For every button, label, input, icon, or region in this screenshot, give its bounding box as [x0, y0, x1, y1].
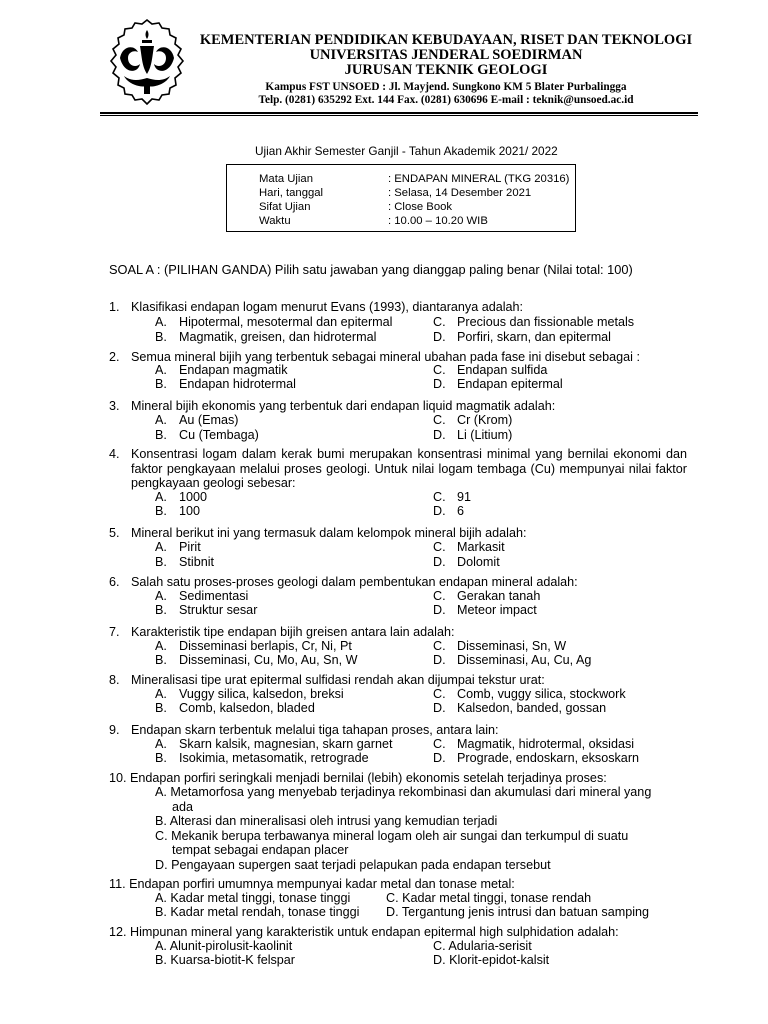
option-text: Stibnit — [179, 555, 215, 569]
option-text: Li (Litium) — [457, 428, 513, 442]
option-b — [155, 905, 359, 920]
question-number: 7. — [109, 625, 120, 639]
question-number: 9. — [109, 723, 120, 737]
header-divider-thin — [100, 115, 698, 116]
question-number: 12. — [109, 925, 127, 939]
option-text: Cu (Tembaga) — [179, 428, 259, 442]
option-text: Kuarsa-biotit-K felspar — [170, 953, 295, 967]
option-letter: B. — [155, 653, 167, 667]
question-text — [109, 877, 689, 892]
question-number: 3. — [109, 399, 120, 413]
option-text: Endapan epitermal — [457, 377, 563, 391]
question-number: 6. — [109, 575, 120, 589]
question-number: 4. — [109, 447, 120, 461]
university-logo — [104, 18, 190, 106]
option-letter: D. — [433, 504, 446, 518]
option-text: Tergantung jenis intrusi dan batuan samping — [401, 905, 650, 919]
option-letter: A. — [155, 315, 167, 329]
university-name: UNIVERSITAS JENDERAL SOEDIRMAN — [309, 47, 583, 63]
option-text: Au (Emas) — [179, 413, 239, 427]
info-label: Waktu — [259, 215, 291, 227]
option-text: 91 — [457, 490, 472, 504]
option-letter: D. — [433, 653, 446, 667]
info-label: Sifat Ujian — [259, 201, 311, 213]
question-text: Konsentrasi logam dalam kerak bumi merupakan konsentrasi minimal yang bernilai ekonomi dan faktor pengkayaan melalui proses geologi. Untuk nilai logam tembaga (Cu) mempunyai nilai faktor pengkayaan geologi sebesar: — [131, 447, 687, 490]
option-letter: B. — [155, 555, 167, 569]
option-letter: D. — [386, 905, 399, 919]
option-letter: A. — [155, 939, 167, 953]
section-instructions: SOAL A : (PILIHAN GANDA) Pilih satu jawaban yang dianggap paling benar (Nilai total: 100) — [109, 262, 633, 277]
question-5 — [109, 526, 689, 541]
question-3 — [109, 399, 689, 414]
option-a — [155, 785, 667, 814]
option-letter: C. — [433, 315, 446, 329]
option-letter: D. — [433, 555, 446, 569]
option-letter: C. — [433, 939, 446, 953]
info-row-subject — [259, 172, 570, 186]
option-text: Kadar metal tinggi, tonase tinggi — [170, 891, 351, 905]
option-text: Disseminasi, Au, Cu, Ag — [457, 653, 592, 667]
option-text: Comb, kalsedon, bladed — [179, 701, 315, 715]
option-text: Dolomit — [457, 555, 500, 569]
ministry-name: KEMENTERIAN PENDIDIKAN KEBUDAYAAN, RISET DAN TEKNOLOGI — [199, 32, 693, 48]
question-text: Karakteristik tipe endapan bijih greisen antara lain adalah: — [131, 625, 455, 639]
department-name: JURUSAN TEKNIK GEOLOGI — [344, 62, 548, 78]
question-text: Mineral bijih ekonomis yang terbentuk dari endapan liquid magmatik adalah: — [131, 399, 556, 413]
option-c — [386, 891, 591, 906]
option-text: 6 — [457, 504, 465, 518]
option-letter: A. — [155, 589, 167, 603]
option-text: Disseminasi, Sn, W — [457, 639, 567, 653]
question-number: 1. — [109, 300, 120, 314]
option-letter: D. — [433, 428, 446, 442]
option-text: 100 — [179, 504, 201, 518]
option-letter: D. — [433, 603, 446, 617]
exam-info-box — [226, 164, 576, 232]
question-1 — [109, 300, 689, 315]
option-letter: C. — [433, 413, 446, 427]
option-b — [155, 814, 667, 829]
option-letter: A. — [155, 639, 167, 653]
option-text: Pengayaan supergen saat terjadi pelapukan pada endapan tersebut — [171, 857, 551, 872]
option-text: Struktur sesar — [179, 603, 258, 617]
option-letter: B. — [155, 814, 167, 828]
campus-address: Kampus FST UNSOED : Jl. Mayjend. Sungkono KM 5 Blater Purbalingga — [265, 81, 627, 93]
option-letter: C. — [433, 363, 446, 377]
option-d — [155, 858, 667, 873]
option-text: Cr (Krom) — [457, 413, 513, 427]
option-letter: D. — [433, 377, 446, 391]
option-letter: A. — [155, 785, 167, 799]
question-7 — [109, 625, 689, 640]
option-letter: B. — [155, 603, 167, 617]
option-text: Disseminasi berlapis, Cr, Ni, Pt — [179, 639, 352, 653]
question-12 — [109, 925, 689, 940]
question-text — [109, 771, 689, 786]
question-text — [109, 925, 689, 940]
option-d — [386, 905, 649, 920]
option-text: Mekanik berupa terbawanya mineral logam oleh air sungai dan terkumpul di suatu tempat sebagai endapan placer — [171, 828, 629, 857]
question-11 — [109, 877, 689, 892]
option-text: Kalsedon, banded, gossan — [457, 701, 607, 715]
info-label: Mata Ujian — [259, 173, 313, 185]
option-text: Vuggy silica, kalsedon, breksi — [179, 687, 344, 701]
option-text: Prograde, endoskarn, eksoskarn — [457, 751, 640, 765]
option-letter: B. — [155, 377, 167, 391]
option-letter: D. — [433, 701, 446, 715]
info-row-time — [259, 214, 488, 228]
info-value: : 10.00 – 10.20 WIB — [388, 215, 488, 227]
option-text: Comb, vuggy silica, stockwork — [457, 687, 626, 701]
question-8 — [109, 673, 689, 688]
option-list-q10 — [155, 785, 667, 872]
option-letter: A. — [155, 540, 167, 554]
question-9 — [109, 723, 689, 738]
option-letter: C. — [386, 891, 399, 905]
option-letter: A. — [155, 413, 167, 427]
option-text: Kadar metal rendah, tonase tinggi — [170, 905, 360, 919]
option-letter: B. — [155, 905, 167, 919]
option-text: Magmatik, hidrotermal, oksidasi — [457, 737, 635, 751]
option-letter: B. — [155, 330, 167, 344]
option-text: Adularia-serisit — [448, 939, 532, 953]
question-10 — [109, 771, 689, 786]
option-text: Magmatik, greisen, dan hidrotermal — [179, 330, 377, 344]
option-d — [433, 953, 549, 968]
question-number: 5. — [109, 526, 120, 540]
question-text-content: Endapan porfiri umumnya mempunyai kadar metal dan tonase metal: — [129, 877, 515, 891]
question-text: Semua mineral bijih yang terbentuk sebagai mineral ubahan pada fase ini disebut sebagai : — [131, 350, 640, 364]
option-a — [155, 891, 350, 906]
option-c — [433, 939, 532, 954]
option-letter: B. — [155, 701, 167, 715]
info-value: : Close Book — [388, 201, 453, 213]
option-text: Markasit — [457, 540, 505, 554]
option-text: Meteor impact — [457, 603, 537, 617]
option-text: Gerakan tanah — [457, 589, 541, 603]
option-letter: B. — [155, 428, 167, 442]
option-text: Skarn kalsik, magnesian, skarn garnet — [179, 737, 393, 751]
exam-title: Ujian Akhir Semester Ganjil - Tahun Akademik 2021/ 2022 — [255, 144, 558, 158]
contact-info: Telp. (0281) 635292 Ext. 144 Fax. (0281) 630696 E-mail : teknik@unsoed.ac.id — [258, 94, 634, 106]
info-value: : ENDAPAN MINERAL (TKG 20316) — [388, 173, 570, 185]
option-text: Endapan hidrotermal — [179, 377, 296, 391]
option-text: Disseminasi, Cu, Mo, Au, Sn, W — [179, 653, 358, 667]
option-text: Endapan magmatik — [179, 363, 288, 377]
option-letter: A. — [155, 490, 167, 504]
question-4 — [109, 447, 689, 491]
option-text: Kadar metal tinggi, tonase rendah — [402, 891, 592, 905]
option-text: Isokimia, metasomatik, retrograde — [179, 751, 369, 765]
option-letter: C. — [433, 490, 446, 504]
option-text: Precious dan fissionable metals — [457, 315, 635, 329]
option-letter: A. — [155, 891, 167, 905]
option-text: Alunit-pirolusit-kaolinit — [169, 939, 293, 953]
question-text: Mineral berikut ini yang termasuk dalam kelompok mineral bijih adalah: — [131, 526, 527, 540]
option-letter: C. — [433, 737, 446, 751]
option-letter: B. — [155, 751, 167, 765]
option-letter: D. — [155, 857, 168, 872]
question-number: 10. — [109, 771, 127, 785]
option-text: Metamorfosa yang menyebab terjadinya rekombinasi dan akumulasi dari mineral yang ada — [170, 785, 652, 814]
option-letter: A. — [155, 363, 167, 377]
option-text: Porfiri, skarn, dan epitermal — [457, 330, 611, 344]
question-number: 11. — [109, 877, 126, 891]
info-row-type — [259, 200, 453, 214]
option-letter: C. — [433, 639, 446, 653]
question-text: Endapan skarn terbentuk melalui tiga tahapan proses, antara lain: — [131, 723, 499, 737]
option-text: Klorit-epidot-kalsit — [449, 953, 550, 967]
option-text: Endapan sulfida — [457, 363, 548, 377]
option-letter: C. — [433, 687, 446, 701]
option-text: Hipotermal, mesotermal dan epitermal — [179, 315, 393, 329]
question-text-content: Himpunan mineral yang karakteristik untuk endapan epitermal high sulphidation adalah: — [130, 925, 619, 939]
question-text: Klasifikasi endapan logam menurut Evans (1993), diantaranya adalah: — [131, 300, 524, 314]
option-text: Alterasi dan mineralisasi oleh intrusi yang kemudian terjadi — [169, 814, 498, 828]
question-text: Salah satu proses-proses geologi dalam pembentukan endapan mineral adalah: — [131, 575, 578, 589]
info-row-date — [259, 186, 532, 200]
option-letter: D. — [433, 751, 446, 765]
option-letter: C. — [155, 828, 168, 843]
info-label: Hari, tanggal — [259, 187, 324, 199]
option-text: 1000 — [179, 490, 208, 504]
option-letter: A. — [155, 737, 167, 751]
option-letter: D. — [433, 330, 446, 344]
question-6 — [109, 575, 689, 590]
question-number: 8. — [109, 673, 120, 687]
question-text: Mineralisasi tipe urat epitermal sulfidasi rendah akan dijumpai tekstur urat: — [131, 673, 545, 687]
question-number: 2. — [109, 350, 120, 364]
option-letter: A. — [155, 687, 167, 701]
option-letter: C. — [433, 540, 446, 554]
question-text-content: Endapan porfiri seringkali menjadi bernilai (lebih) ekonomis setelah terjadinya proses: — [130, 771, 607, 785]
option-c — [155, 829, 667, 858]
option-b — [155, 953, 295, 968]
info-value: : Selasa, 14 Desember 2021 — [388, 187, 532, 199]
option-letter: B. — [155, 953, 167, 967]
option-text: Pirit — [179, 540, 201, 554]
header-divider — [100, 112, 698, 114]
option-a — [155, 939, 292, 954]
option-letter: B. — [155, 504, 167, 518]
option-letter: D. — [433, 953, 446, 967]
option-text: Sedimentasi — [179, 589, 249, 603]
option-letter: C. — [433, 589, 446, 603]
